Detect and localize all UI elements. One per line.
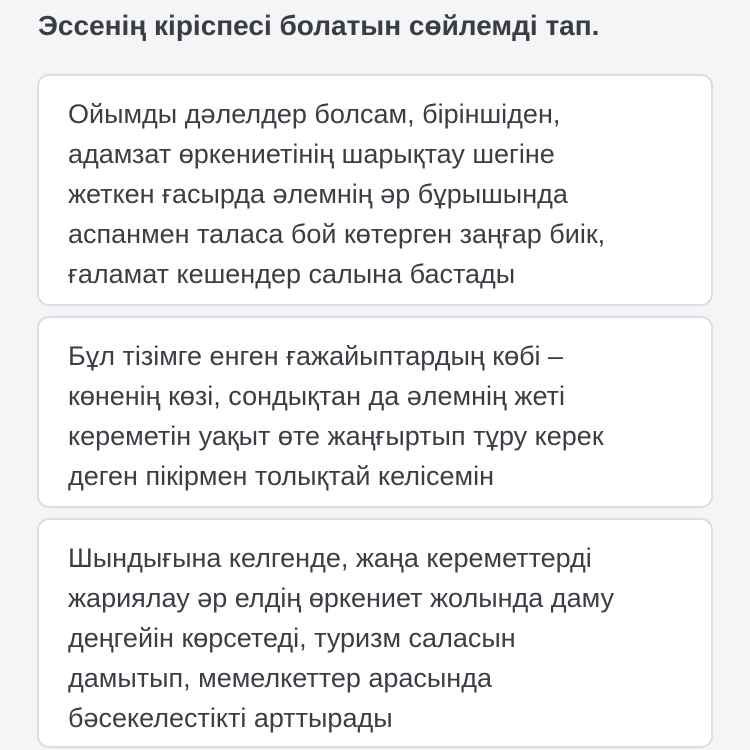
option-text-line: адамзат өркениетінің шарықтау шегіне [68,139,555,169]
question-title: Эссенің кіріспесі болатын сөйлемді тап. [38,10,600,41]
option-text-line: дамытып, мемелкеттер арасында [68,663,492,693]
answer-option-2[interactable] [37,316,713,508]
option-text-line: деген пікірмен толықтай келісемін [68,461,494,491]
option-text-line: жариялау әр елдің өркениет жолында даму [68,583,614,613]
option-text-line: аспанмен таласа бой көтерген заңғар биік, [68,219,606,249]
option-text-line: жеткен ғасырда әлемнің әр бұрышында [68,179,568,209]
option-text-line: Бұл тізімге енген ғажайыптардың көбі – [68,341,564,371]
option-text-line: бәсекелестікті арттырады [68,703,393,733]
answer-option-3[interactable] [37,518,713,748]
option-text-line: Шындығына келгенде, жаңа кереметтерді [68,543,592,573]
option-text-line: кереметін уақыт өте жаңғыртып тұру керек [68,421,604,451]
option-text-line: көненің көзі, сондықтан да әлемнің жеті [68,381,565,411]
answer-option-1[interactable] [37,74,713,306]
answer-options [37,74,713,748]
option-text-line: Ойымды дәлелдер болсам, біріншіден, [68,99,561,129]
option-text-line: ғаламат кешендер салына бастады [68,259,516,289]
option-text-line: деңгейін көрсетеді, туризм саласын [68,623,516,653]
